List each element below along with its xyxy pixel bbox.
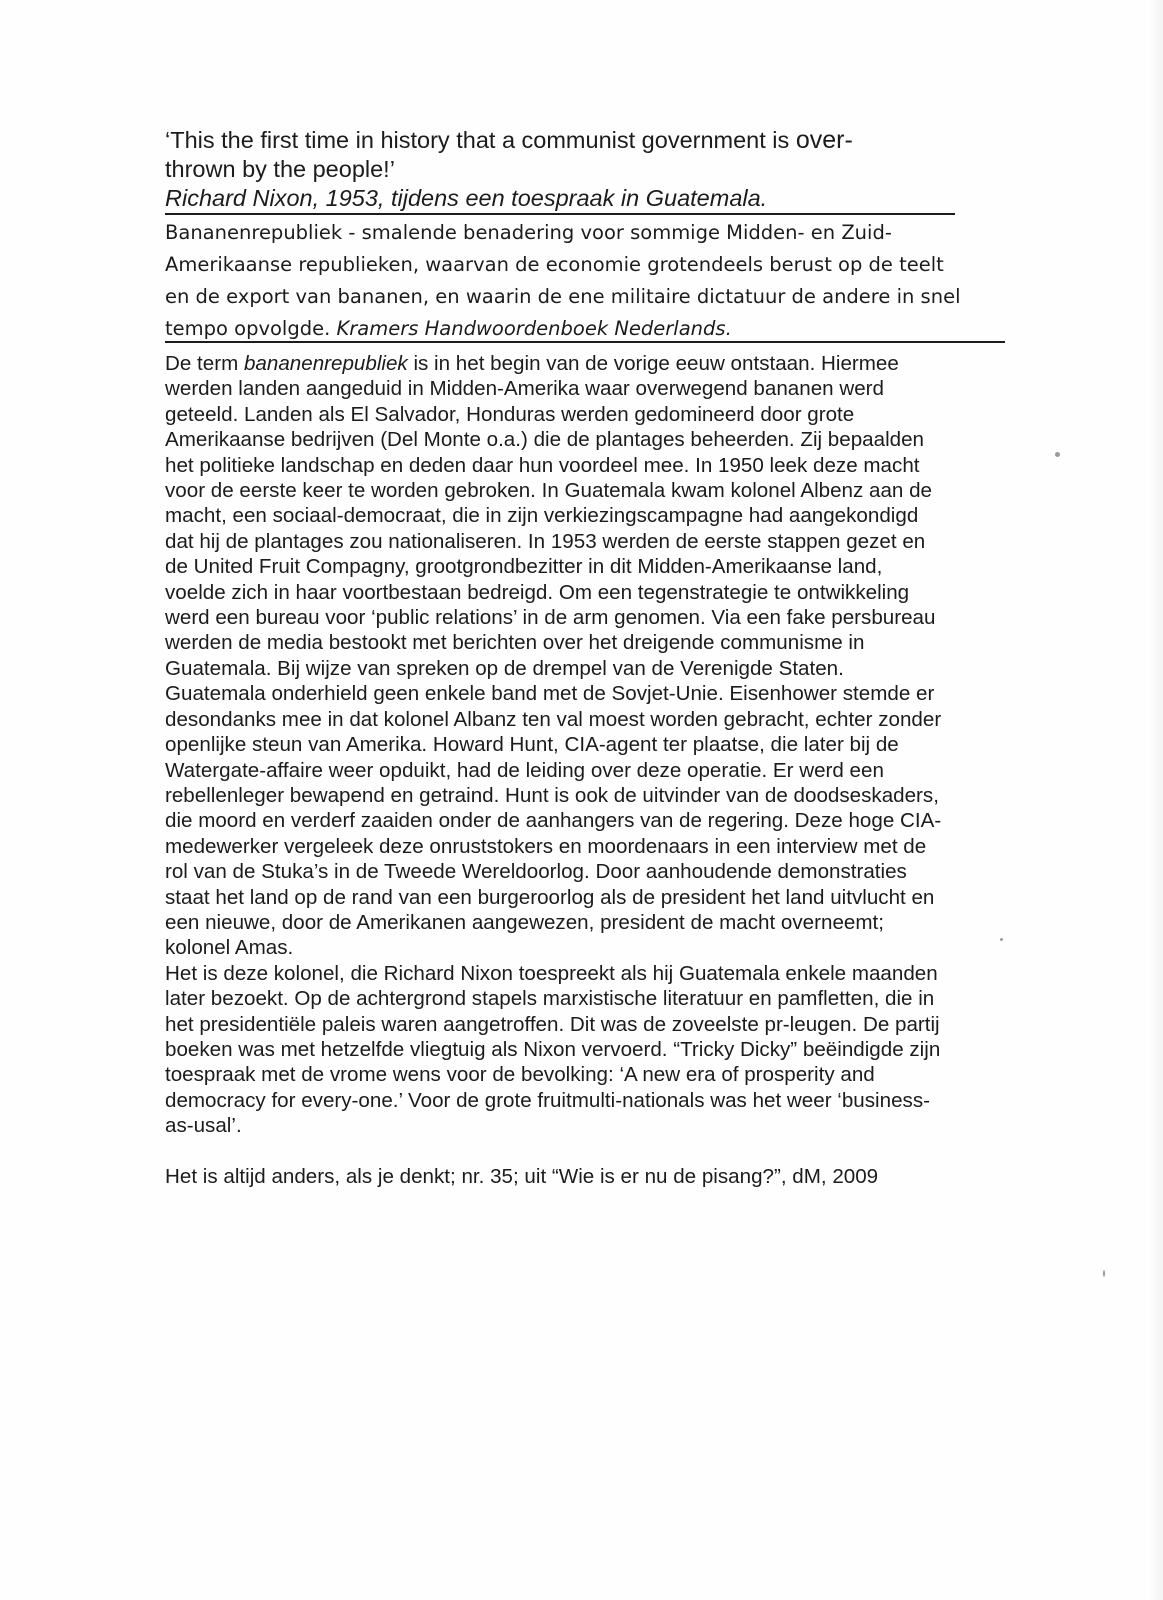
- document-content: [165, 126, 1045, 1189]
- quote-hyphenated-word: over-: [795, 126, 853, 154]
- paragraph-line: het politieke landschap en deden daar hun voordeel mee. In 1950 leek deze macht: [165, 453, 920, 477]
- scan-speck: [1055, 452, 1060, 457]
- paragraph-1: [165, 351, 1045, 961]
- definition-last-line: tempo opvolgde. Kramers Handwoordenboek Nederlands.: [165, 316, 1005, 343]
- paragraph-line: desondanks mee in dat kolonel Albanz ten val moest worden gebracht, echter zonder: [165, 707, 942, 731]
- definition-line: Bananenrepubliek - smalende benadering voor sommige Midden- en Zuid-: [165, 221, 892, 244]
- paragraph-line: geteeld. Landen als El Salvador, Honduras werden gedomineerd door grote: [165, 402, 855, 426]
- paragraph-line: Het is deze kolonel, die Richard Nixon toespreekt als hij Guatemala enkele maanden: [165, 961, 938, 985]
- italic-term: bananenrepubliek: [243, 352, 408, 375]
- paragraph-line: later bezoekt. Op de achtergrond stapels marxistische literatuur en pamfletten, die in: [165, 987, 935, 1011]
- paragraph-line: rol van de Stuka’s in de Tweede Wereldoorlog. Door aanhoudende demonstraties: [165, 860, 907, 884]
- paragraph-line: macht, een sociaal-democraat, die in zijn verkiezingscampagne had aangekondigd: [165, 504, 919, 528]
- definition-line: en de export van bananen, en waarin de ene militaire dictatuur de andere in snel: [165, 285, 961, 308]
- paragraph-line: Guatemala onderhield geen enkele band met de Sovjet-Unie. Eisenhower stemde er: [165, 682, 935, 706]
- paragraph-line: staat het land op de rand van een burgeroorlog als de president het land uitvlucht en: [165, 885, 935, 909]
- paragraph-line: Guatemala. Bij wijze van spreken op de drempel van de Verenigde Staten.: [165, 656, 844, 680]
- definition-line: Amerikaanse republieken, waarvan de economie grotendeels berust op de teelt: [165, 253, 944, 276]
- paragraph-line: kolonel Amas.: [165, 936, 294, 960]
- paragraph-line: rebellenleger bewapend en getraind. Hunt is ook de uitvinder van de doodseskaders,: [165, 783, 939, 807]
- paragraph-line: De term bananenrepubliek is in het begin van de vorige eeuw ontstaan. Hiermee: [165, 352, 899, 375]
- definition-source: Kramers Handwoordenboek Nederlands.: [336, 317, 732, 340]
- article-body: [165, 351, 1045, 1139]
- quote-attribution: Richard Nixon, 1953, tijdens een toespraak in Guatemala.: [165, 184, 955, 215]
- paragraph-line: Watergate-affaire weer opduikt, had de leiding over deze operatie. Er werd een: [165, 758, 884, 782]
- paragraph-line: as-usal’.: [165, 1114, 242, 1138]
- paragraph-line: openlijke steun van Amerika. Howard Hunt, CIA-agent ter plaatse, die later bij de: [165, 733, 899, 757]
- dictionary-definition: [165, 217, 995, 345]
- paragraph-2: [165, 961, 1045, 1139]
- paragraph-line: medewerker vergeleek deze onruststokers en moordenaars in een interview met de: [165, 834, 927, 858]
- source-footer: Het is altijd anders, als je denkt; nr. 35; uit “Wie is er nu de pisang?”, dM, 2009: [165, 1164, 879, 1188]
- paragraph-line: de United Fruit Compagny, grootgrondbezitter in dit Midden-Amerikaanse land,: [165, 555, 883, 579]
- paragraph-line: een nieuwe, door de Amerikanen aangewezen, president de macht overneemt;: [165, 910, 884, 934]
- quote-line-2: thrown by the people!’: [165, 156, 395, 182]
- paragraph-line: dat hij de plantages zou nationaliseren. In 1953 werden de eerste stappen gezet en: [165, 529, 926, 553]
- paragraph-line: Amerikaanse bedrijven (Del Monte o.a.) die de plantages beheerden. Zij bepaalden: [165, 428, 925, 452]
- paragraph-line: boeken was met hetzelfde vliegtuig als Nixon vervoerd. “Tricky Dicky” beëindigde zijn: [165, 1037, 941, 1061]
- paragraph-line: voelde zich in haar voortbestaan bedreigd. Om een tegenstrategie te ontwikkeling: [165, 580, 910, 604]
- paragraph-line: die moord en verderf zaaiden onder de aanhangers van de regering. Deze hoge CIA-: [165, 809, 942, 833]
- scan-speck: [1103, 1270, 1105, 1277]
- paragraph-line: voor de eerste keer te worden gebroken. In Guatemala kwam kolonel Albenz aan de: [165, 479, 933, 503]
- paragraph-line: werden landen aangeduid in Midden-Amerika waar overwegend bananen werd: [165, 377, 884, 401]
- paragraph-line: werden de media bestookt met berichten over het dreigende communisme in: [165, 631, 865, 655]
- paragraph-line: het presidentiële paleis waren aangetroffen. Dit was de zoveelste pr-leugen. De partij: [165, 1012, 940, 1036]
- quote-line-1: ‘This the first time in history that a communist government is over-: [165, 126, 853, 154]
- paragraph-line: werd een bureau voor ‘public relations’ in de arm genomen. Via een fake persbureau: [165, 606, 936, 630]
- paragraph-line: democracy for every-one.’ Voor de grote fruitmulti-nationals was het weer ‘business-: [165, 1088, 930, 1112]
- paragraph-line: toespraak met de vrome wens voor de bevolking: ‘A new era of prosperity and: [165, 1063, 875, 1087]
- opening-quote: [165, 126, 1045, 184]
- scan-edge-shadow: [1149, 0, 1163, 1600]
